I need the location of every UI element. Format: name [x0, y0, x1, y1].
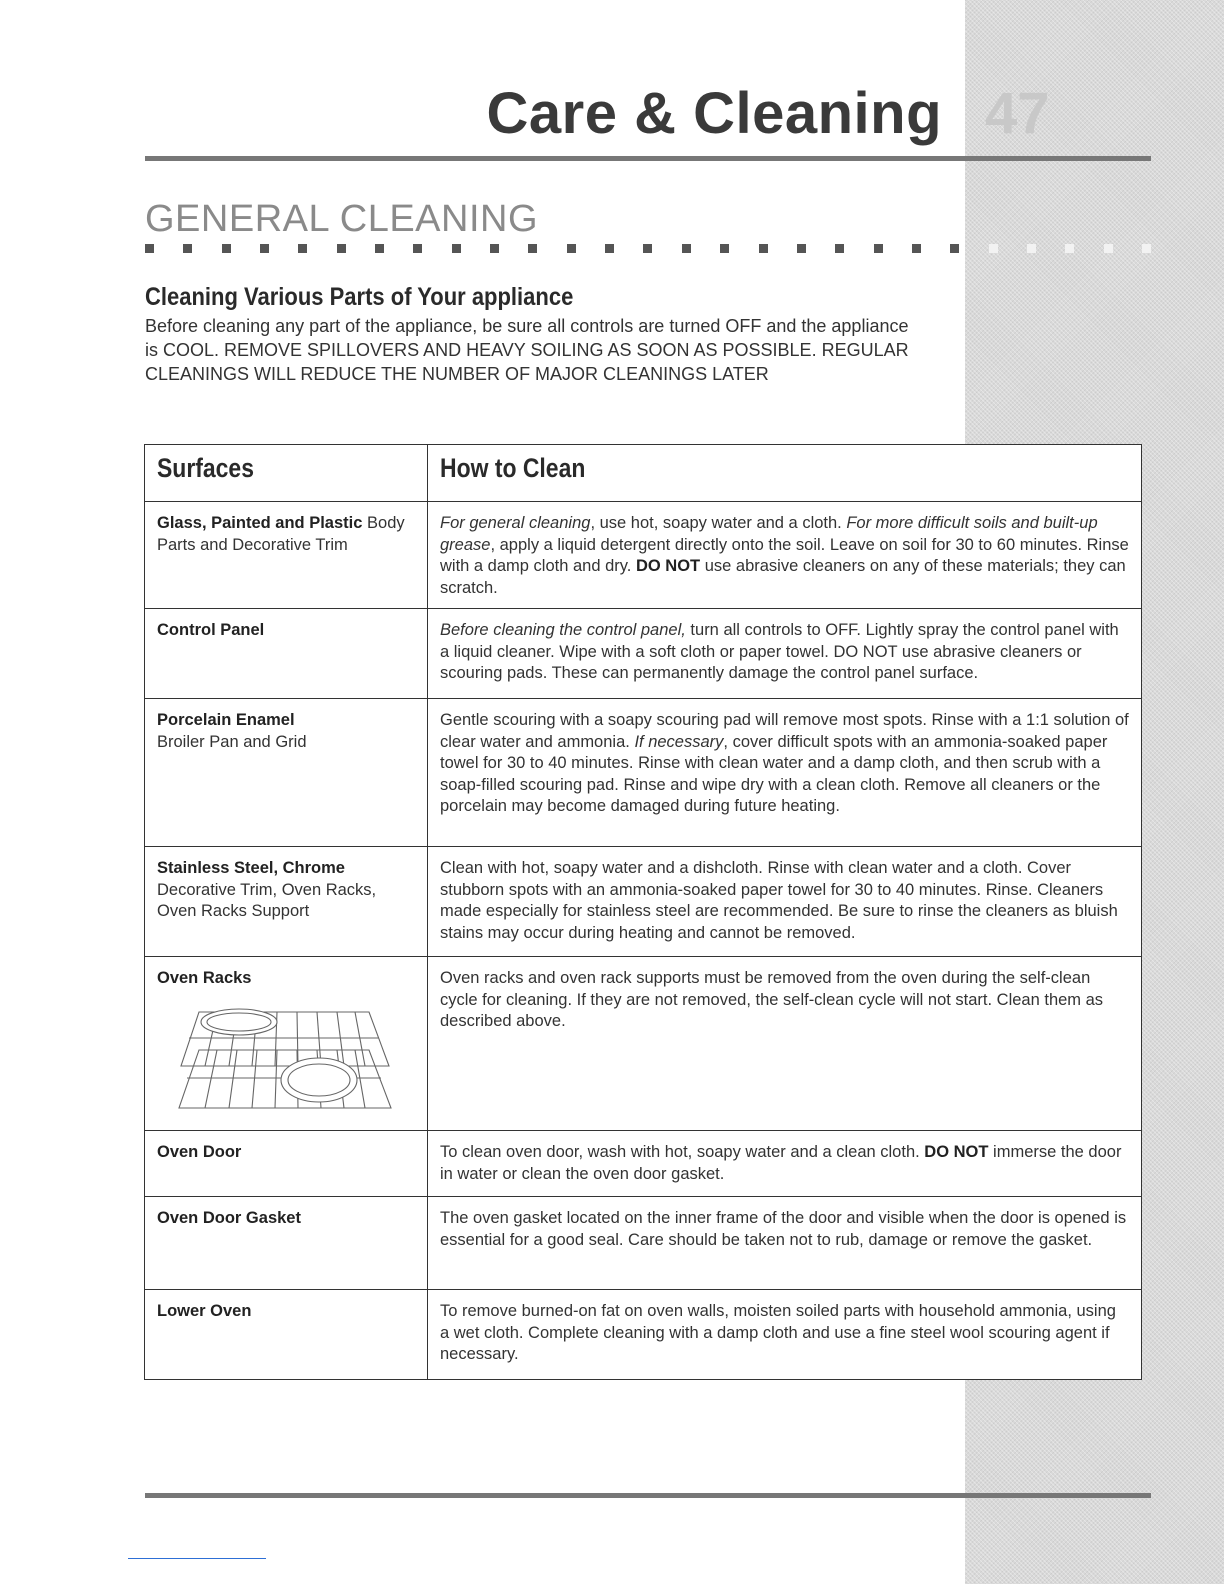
how-to-clean-cell: Before cleaning the control panel, turn all controls to OFF. Lightly spray the control panel with a liquid cleaner. Wipe with a soft cloth or paper towel. DO NOT use abrasive cleaners or scouring pads. These can permanently damage the control panel surface. — [428, 609, 1142, 699]
oven-rack-illustration — [157, 1004, 397, 1116]
footer-link-underline — [128, 1558, 266, 1559]
column-header-surfaces: Surfaces — [145, 445, 428, 502]
table-header-row — [145, 445, 1142, 502]
table-row — [145, 957, 1142, 1131]
intro-line: CLEANINGS WILL REDUCE THE NUMBER OF MAJOR CLEANINGS LATER — [145, 364, 769, 384]
how-to-clean-cell: To clean oven door, wash with hot, soapy water and a clean cloth. DO NOT immerse the door in water or clean the oven door gasket. — [428, 1131, 1142, 1197]
table-row — [145, 1131, 1142, 1197]
table-row — [145, 1290, 1142, 1380]
intro-line: is COOL. REMOVE SPILLOVERS AND HEAVY SOILING AS SOON AS POSSIBLE. REGULAR — [145, 340, 909, 360]
table-row — [145, 502, 1142, 609]
dotted-divider — [145, 244, 1151, 256]
footer-rule — [145, 1493, 1151, 1498]
table-row — [145, 1197, 1142, 1290]
surface-cell: Lower Oven — [145, 1290, 428, 1380]
surface-cell: Glass, Painted and Plastic Body Parts and Decorative Trim — [145, 502, 428, 609]
page-header-title: Care & Cleaning — [486, 81, 942, 146]
table-row — [145, 699, 1142, 847]
intro-line: Before cleaning any part of the appliance, be sure all controls are turned OFF and the appliance — [145, 316, 909, 336]
section-title: GENERAL CLEANING — [145, 198, 539, 240]
section-subtitle: Cleaning Various Parts of Your appliance — [145, 283, 574, 311]
page-number: 47 — [985, 81, 1050, 146]
how-to-clean-cell: For general cleaning, use hot, soapy water and a cloth. For more difficult soils and built-up grease, apply a liquid detergent directly onto the soil. Leave on soil for 30 to 60 minutes. Rinse with a damp cloth and dry. DO NOT use abrasive cleaners on any of these materials; they can scratch. — [428, 502, 1142, 609]
cleaning-table — [144, 444, 1142, 1380]
surface-cell: Porcelain Enamel Broiler Pan and Grid — [145, 699, 428, 847]
surface-cell: Control Panel — [145, 609, 428, 699]
surface-cell: Oven Door — [145, 1131, 428, 1197]
table-row — [145, 847, 1142, 957]
how-to-clean-cell: Clean with hot, soapy water and a dishcloth. Rinse with clean water and a cloth. Cover stubborn spots with an ammonia-soaked paper towel for 30 to 40 minutes. Rinse. Cleaners made especially for stainless steel are recommended. Be sure to rinse the cleaners as bluish stains may occur during heating and cannot be removed. — [428, 847, 1142, 957]
how-to-clean-cell: Oven racks and oven rack supports must be removed from the oven during the self-clean cycle for cleaning. If they are not removed, the self-clean cycle will not start. Clean them as described above. — [428, 957, 1142, 1131]
how-to-clean-cell: Gentle scouring with a soapy scouring pad will remove most spots. Rinse with a 1:1 solution of clear water and ammonia. If necessary, cover difficult spots with an ammonia-soaked paper towel for 30 to 40 minutes. Rinse with clean water and a damp cloth, and then scrub with a soap-filled scouring pad. Rinse and wipe dry with a clean cloth. Remove all cleaners or the porcelain may become damaged during future heating. — [428, 699, 1142, 847]
column-header-how-to-clean: How to Clean — [428, 445, 1142, 502]
how-to-clean-cell: The oven gasket located on the inner frame of the door and visible when the door is opened is essential for a good seal. Care should be taken not to rub, damage or remove the gasket. — [428, 1197, 1142, 1290]
surface-cell: Oven Door Gasket — [145, 1197, 428, 1290]
header-rule — [145, 156, 1151, 161]
surface-cell: Oven Racks — [145, 957, 428, 1131]
how-to-clean-cell: To remove burned-on fat on oven walls, moisten soiled parts with household ammonia, using a wet cloth. Complete cleaning with a damp cloth and use a fine steel wool scouring agent if necessary. — [428, 1290, 1142, 1380]
intro-paragraph — [145, 314, 955, 386]
table-row — [145, 609, 1142, 699]
surface-cell: Stainless Steel, Chrome Decorative Trim, Oven Racks, Oven Racks Support — [145, 847, 428, 957]
